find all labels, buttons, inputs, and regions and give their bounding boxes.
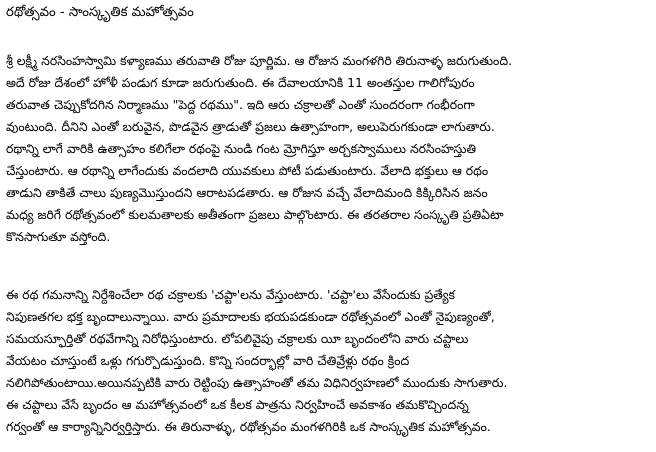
paragraph-chapta-description (6, 284, 652, 438)
paragraph-line: తరువాత చెప్పుకోదగిన నిర్మాణము "పెద్ద రథము". ఇది ఆరు చక్రాలతో ఎంతో సుందరంగా గంభీరంగా (6, 97, 475, 112)
paragraph-line: గర్వంతో ఆ కార్యాన్నినిర్వర్తిస్తారు. ఈ తిరునాళ్ళు, రథోత్సవం మంగళగిరికి ఒక సాంస్కృతిక మహోత్సవం. (6, 419, 491, 434)
paragraph-line: శ్రీ లక్ష్మీ నరసింహస్వామి కళ్యాణము తరువాతి రోజు పూర్ణిమ. ఆ రోజున మంగళగిరి తిరునాళ్ళ జరుగుతుంది. (6, 53, 513, 68)
paragraph-line: సమయస్ఫూర్తితో రథవేగాన్ని నిరోధిస్తుంటారు. లోపలివైపు చక్రాలకు యీ బృందంలోని వారు చప్టాలు (6, 331, 469, 346)
paragraph-line: ఈ చప్టాలు వేసే బృందం ఆ మహోత్సవంలో ఒక కీలక పాత్రను నిర్వహించే అవకాశం తమకొచ్చిందన్న (6, 397, 469, 412)
paragraph-line: కొనసాగుతూ వస్తోంది. (6, 229, 111, 244)
paragraph-line: రథాన్ని లాగే వారికి ఉత్సాహం కలిగేలా రథంపై నుండి గంట మ్రోగిస్తూ అర్చకస్వాములు నరసింహస్తుతి (6, 141, 477, 156)
paragraph-line: ఈ రథ గమనాన్ని నిర్దేశించేలా రథ చక్రాలకు 'చప్టా'లను వేస్తుంటారు. 'చప్టా'లు వేసేందుకు ప్రత్యేక (6, 287, 456, 302)
paragraph-line: మధ్య జరిగే రథోత్సవంలో కులమతాలకు అతీతంగా ప్రజలు పాల్గొంటారు. ఈ తరతరాల సంస్కృతి ప్రతిఏటా (6, 207, 504, 222)
paragraph-line: తాడుని తాకితే చాలు పుణ్యమొస్తుందని ఆరాటపడతారు. ఆ రోజున వచ్చే వేలాదిమంది కిక్కిరిసిన జనం (6, 185, 488, 200)
paragraph-line: చేస్తుంటారు. ఆ రథాన్ని లాగేందుకు వందలాది యువకులు పోటీ పడుతుంటారు. వేలాది భక్తులు ఆ రథం (6, 163, 489, 178)
paragraph-line: నలిగిపోతుంటాయి.అయినప్పటికి వారు రెట్టింపు ఉత్సాహంతో తమ విధినిర్వహణలో ముందుకు సాగుతారు. (6, 375, 508, 390)
paragraph-line: వేయటం చూస్తుంటే ఒళ్లు గగుర్పొడుస్తుంది. కొన్ని సందర్భాల్లో వారి చేతివ్రేళ్లు రథం క్రింద (6, 353, 410, 368)
paragraph-line: నిపుణతగల భక్త బృందాలున్నాయి. వారు ప్రమాదాలకు భయపడకుండా రథోత్సవంలో ఎంతో నైపుణ్యంతో, (6, 309, 495, 324)
paragraph-ratham-description (6, 50, 652, 248)
document-title: రథోత్సవం - సాంస్కృతిక మహోత్సవం (6, 5, 194, 20)
paragraph-line: అదే రోజు దేశంలో హోళీ పండుగ కూడా జరుగుతుంది. ఈ దేవాలయానికి 11 అంతస్తుల గాలిగోపురం (6, 75, 475, 90)
paragraph-line: వుంటుంది. దీనిని ఎంతో బరువైన, పొడవైన త్రాడుతో ప్రజలు ఉత్సాహంగా, అలుపెరుగకుండా లాగుతారు. (6, 119, 495, 134)
